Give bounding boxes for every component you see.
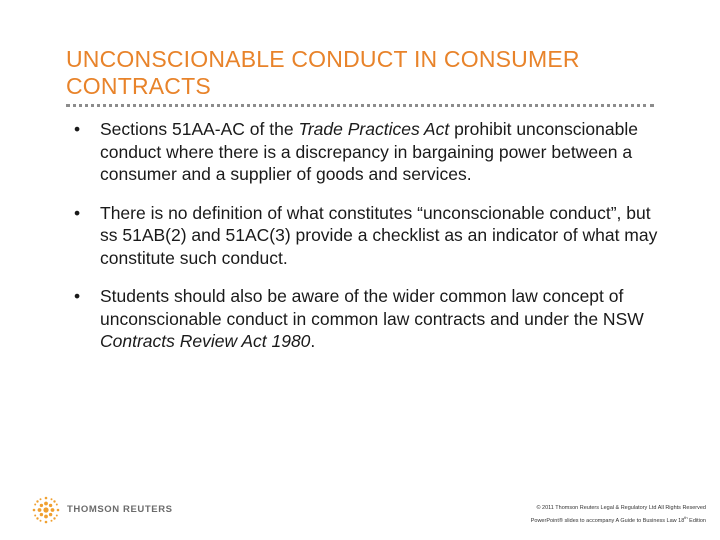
act-name: Contracts Review Act 1980 <box>100 331 311 351</box>
edition-text: PowerPoint® slides to accompany A Guide to Business Law 18 <box>530 517 685 524</box>
edition-superscript: th <box>684 515 688 520</box>
logo-wordmark: THOMSON REUTERS <box>67 504 173 515</box>
copyright-notice <box>531 504 706 526</box>
title-divider <box>66 104 654 107</box>
bullet-dot: • <box>74 119 81 139</box>
edition-text: Edition <box>687 517 706 524</box>
bullet-text: Sections 51AA-AC of the <box>100 119 299 139</box>
bullet-item <box>72 202 672 270</box>
bullet-item <box>72 118 672 186</box>
bullet-dot: • <box>74 286 81 306</box>
bullet-item <box>72 285 672 353</box>
bullet-text: Students should also be aware of the wider common law concept of unconscionable conduct in common law contracts and under the NSW <box>100 286 644 329</box>
bullet-text: . <box>310 331 316 351</box>
slide-title: UNCONSCIONABLE CONDUCT IN CONSUMER CONTRACTS <box>66 46 580 99</box>
bullet-text: There is no definition of what constitutes “unconscionable conduct”, but ss 51AB(2) and 51AC(3) provide a checklist as an indicator of what may constitute such conduct. <box>100 202 658 268</box>
bullet-list <box>72 118 672 369</box>
bullet-dot: • <box>74 202 81 223</box>
edition-line <box>531 513 706 526</box>
thomson-reuters-logo <box>31 495 171 527</box>
act-name: Trade Practices Act <box>298 119 450 139</box>
copyright-line: © 2011 Thomson Reuters Legal & Regulatory Ltd All Rights Reserved <box>536 505 706 511</box>
bullet-text: prohibit unconscionable conduct where there is a discrepancy in bargaining power between a consumer and a supplier of goods and services. <box>100 119 638 184</box>
thomson-reuters-dot-logo-icon <box>31 495 61 525</box>
